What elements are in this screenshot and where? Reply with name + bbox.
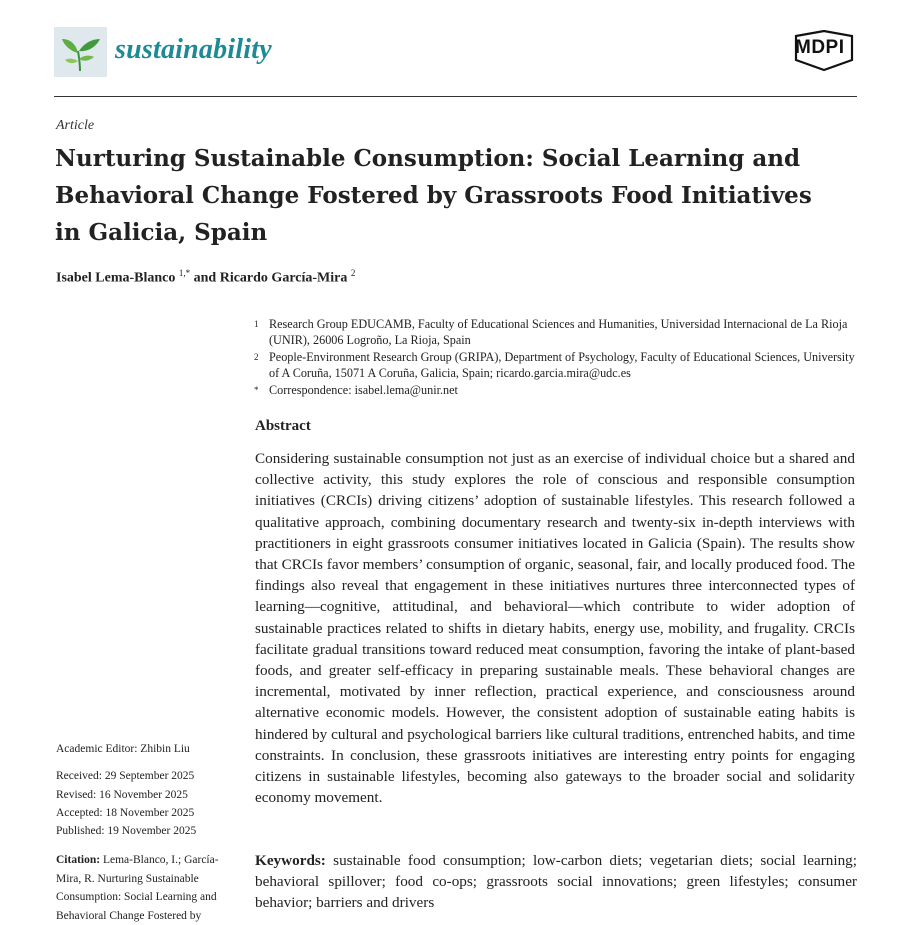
- keywords-label: Keywords:: [255, 852, 326, 869]
- sprout-leaves-icon: [54, 27, 107, 77]
- journal-name: sustainability: [115, 34, 272, 65]
- correspondence-item: [254, 382, 858, 398]
- revised-date: Revised: 16 November 2025: [56, 789, 188, 801]
- author-name[interactable]: Isabel Lema-Blanco: [56, 270, 176, 286]
- publisher-name: MDPI: [795, 37, 845, 58]
- citation: [56, 851, 226, 925]
- article-title: Nurturing Sustainable Consumption: Social Learning and Behavioral Change Fostered by Grassroots Food Initiatives in Galicia, Spain: [55, 145, 812, 246]
- author-affiliation-mark: 1,*: [178, 268, 191, 278]
- journal-logo: [54, 27, 107, 77]
- header-divider: [54, 96, 857, 97]
- correspondence-text[interactable]: Correspondence: isabel.lema@unir.net: [269, 383, 458, 397]
- affiliation-item: [254, 349, 858, 381]
- academic-editor: Academic Editor: Zhibin Liu: [56, 743, 190, 755]
- affiliation-mark: 1: [254, 319, 259, 329]
- affiliation-text: Research Group EDUCAMB, Faculty of Educational Sciences and Humanities, Universidad Internacional de La Rioja (UNIR), 26006 Logroño, La Rioja, Spain: [269, 317, 848, 347]
- affiliation-item: [254, 316, 858, 348]
- abstract-body: Considering sustainable consumption not just as an exercise of individual choice but a shared and collective activity, this study explores the role of conscious and responsible consumption initiatives (CRCIs) driving citizens’ adoption of sustainable lifestyles. This research followed a qualitative approach, combining documentary research and twenty-six in-depth interviews with practitioners in eight grassroots consumer initiatives located in Galicia (Spain). The results show that CRCIs favor members’ consumption of organic, seasonal, fair, and locally produced food. The findings also reveal that engagement in these initiatives nurtures three interconnected types of learning—cognitive, attitudinal, and behavioral—which contribute to wider adoption of sustainable practices related to shifts in dietary habits, energy use, mobility, and frugality. CRCIs facilitate gradual transitions toward reduced meat consumption, favoring the intake of plant-based foods, and greater self-efficacy in preparing sustainable meals. These behavioral changes are incremental, motivated by inner reflection, practical experience, and consciousness around alternative economic models. However, the consistent adoption of sustainable eating habits is hindered by cultural and psychological barriers like cultural traditions, entrenched habits, and time constraints. In conclusion, these grassroots initiatives are interesting entry points for engaging citizens in sustainable lifestyles, becoming also gateways to the broader social and solidarity economy movement.: [255, 450, 855, 807]
- author-name[interactable]: Ricardo García-Mira: [219, 270, 348, 286]
- abstract-heading: Abstract: [255, 418, 311, 434]
- accepted-date: Accepted: 18 November 2025: [56, 807, 195, 819]
- received-date: Received: 29 September 2025: [56, 770, 195, 782]
- keywords: [255, 850, 857, 914]
- affiliation-text: People-Environment Research Group (GRIPA), Department of Psychology, Faculty of Educational Sciences, University of A Coruña, 15071 A Coruña, Galicia, Spain; ricardo.garcia.mira@udc.es: [269, 350, 855, 380]
- author-line: [56, 268, 355, 287]
- citation-text: Lema-Blanco, I.; García-Mira, R. Nurturing Sustainable Consumption: Social Learning and Behavioral Change Fostered by: [56, 854, 219, 922]
- article-type: Article: [56, 118, 95, 133]
- published-date: Published: 19 November 2025: [56, 825, 197, 837]
- author-conjunction: and: [193, 270, 217, 286]
- author-affiliation-mark: 2: [350, 268, 356, 278]
- affiliation-mark: 2: [254, 352, 259, 362]
- citation-label: Citation:: [56, 854, 101, 866]
- affiliation-mark: *: [254, 385, 259, 395]
- keywords-text: sustainable food consumption; low-carbon diets; vegetarian diets; social learning; behavioral spillover; food co-ops; grassroots social innovations; green lifestyles; consumer behavior; barriers and drivers: [255, 852, 857, 912]
